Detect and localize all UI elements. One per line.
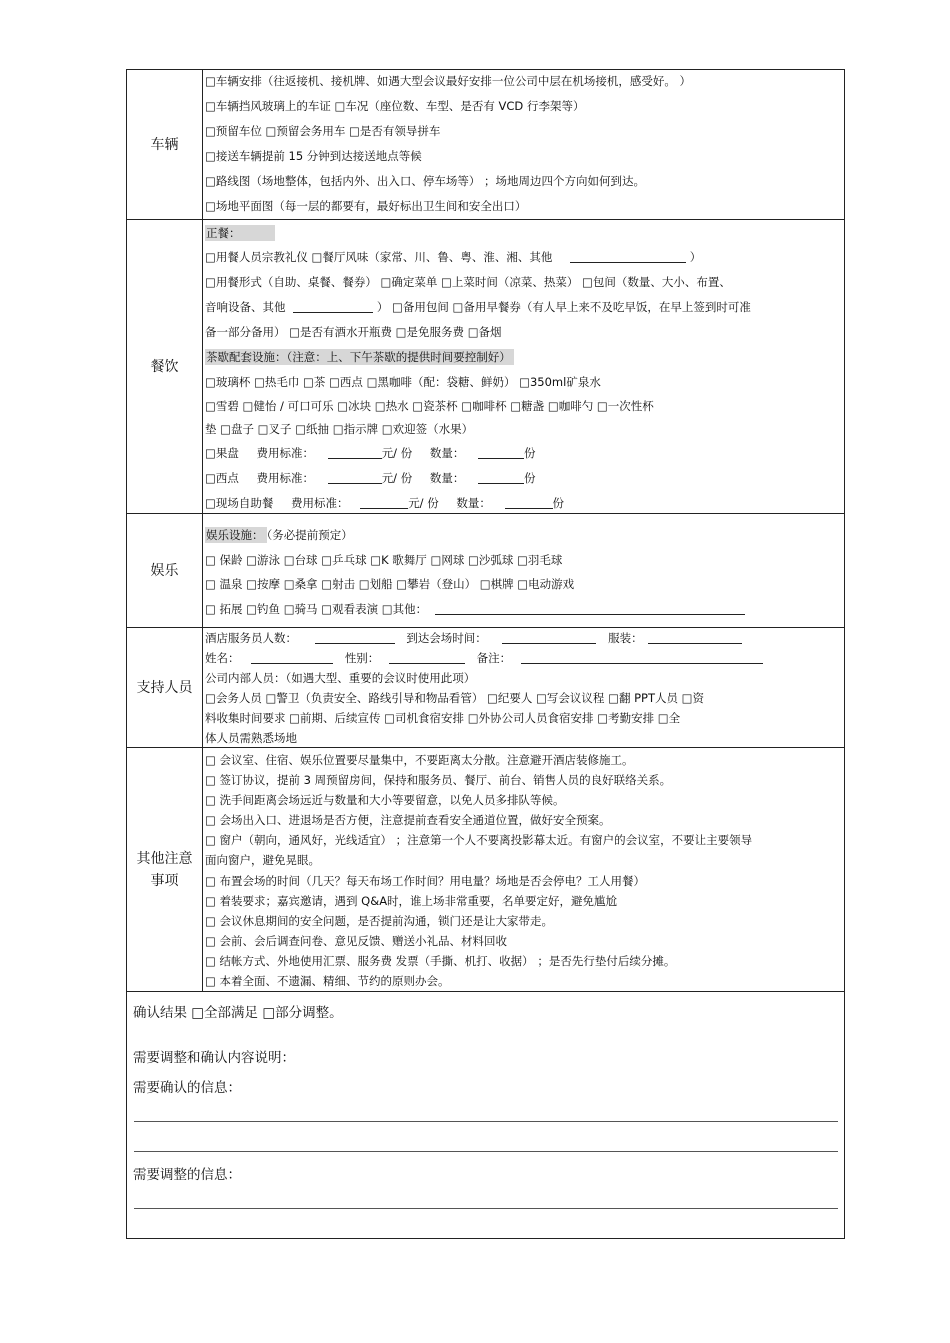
fee-label: 费用标准： (256, 471, 315, 485)
note-item: □ 签订协议，提前 3 周预留房间，保持和服务员、餐厅、前台、销售人员的良好联络关系。 (205, 773, 672, 787)
note-item: □ 本着全面、不遗漏、精细、节约的原则办会。 (205, 974, 450, 988)
confirmation-section (127, 991, 844, 1238)
other-notes-label: 其他注意 事项 (127, 748, 203, 991)
arrival-time-label: 到达会场时间： (406, 631, 487, 645)
fruit-fee-blank[interactable] (328, 447, 382, 459)
entertainment-other-blank[interactable] (435, 603, 745, 615)
entertainment-item: □ 拓展 □钓鱼 □骑马 □观看表演 □其他： (205, 602, 428, 616)
gender-label: 性别： (344, 651, 380, 665)
name-label: 姓名： (205, 651, 240, 665)
support-staff-label: 支持人员 (127, 628, 203, 747)
pastry-qty-blank[interactable] (478, 472, 524, 484)
entertainment-section (127, 513, 844, 627)
note-item: □ 洗手间距离会场远近与数量和大小等要留意，以免人员多排队等候。 (205, 793, 565, 807)
fruit-label: □果盘 (205, 446, 239, 460)
entertainment-checklist (203, 514, 840, 627)
vehicle-item: □接送车辆提前 15 分钟到达接送地点等候 (205, 149, 422, 163)
to-adjust-label: 需要调整的信息： (133, 1167, 241, 1183)
remark-label: 备注： (476, 651, 512, 665)
buffet-fee-row (205, 496, 564, 510)
tea-item: □雪碧 □健怡 / 可口可乐 □冰块 □热水 □瓷茶杯 □咖啡杯 □糖盏 □咖啡勺 □一次性杯 (205, 399, 654, 413)
fee-unit: 元/ 份 (381, 471, 413, 485)
arrival-time-blank[interactable] (502, 632, 596, 644)
meal-item: 音响设备、其他 (205, 300, 286, 314)
contact-row (205, 651, 763, 665)
buffet-qty-blank[interactable] (505, 497, 553, 509)
support-item: 料收集时间要求 □前期、后续宣传 □司机食宿安排 □外协公司人员食宿安排 □考勤安排 □全 (205, 711, 681, 725)
vehicle-item: □预留车位 □预留会务用车 □是否有领导拼车 (205, 124, 441, 138)
note-item: □ 会议室、住宿、娱乐位置要尽量集中，不要距离太分散。注意避开酒店装修施工。 (205, 753, 634, 767)
entertainment-item: □ 保龄 □游泳 □台球 □乒乓球 □K 歌舞厅 □网球 □沙弧球 □羽毛球 (205, 553, 563, 567)
catering-checklist (203, 220, 840, 513)
attire-label: 服装： (608, 631, 643, 645)
confirmation-result: 确认结果 □全部满足 □部分调整。 (133, 1005, 343, 1021)
note-item: □ 会场出入口、进退场是否方便，注意提前查看安全通道位置，做好安全预案。 (205, 813, 611, 827)
name-blank[interactable] (251, 652, 333, 664)
remark-blank[interactable] (521, 652, 763, 664)
catering-label: 餐饮 (127, 220, 203, 513)
meal-item: □用餐人员宗教礼仪 □餐厅风味（家常、川、鲁、粤、淮、湘、其他 (205, 250, 553, 264)
note-item: □ 会议休息期间的安全问题，是否提前沟通，锁门还是让大家带走。 (205, 914, 554, 928)
other-notes-list (203, 748, 840, 991)
fee-unit: 元/ 份 (381, 446, 413, 460)
meal-item: ） □备用包间 □备用早餐券（有人早上来不及吃早饭，在早上签到时可准 (376, 300, 751, 314)
to-confirm-line[interactable] (134, 1151, 838, 1152)
to-confirm-label: 需要确认的信息： (133, 1080, 241, 1096)
other-notes-section (127, 747, 844, 991)
fee-label: 费用标准： (291, 496, 349, 510)
note-item-continued: 面向窗户，避免晃眼。 (205, 853, 320, 867)
qty-label: 数量： (429, 471, 465, 485)
hotel-staff-count-label: 酒店服务员人数： (205, 631, 297, 645)
pastry-fee-blank[interactable] (328, 472, 382, 484)
note-item: □ 结帐方式、外地使用汇票、服务费 发票（手撕、机打、收据） ；是否先行垫付后续分摊。 (205, 954, 676, 968)
support-item: □会务人员 □警卫（负责安全、路线引导和物品看管） □纪要人 □写会议议程 □翻 PPT人员 □资 (205, 691, 705, 705)
vehicle-section (127, 70, 844, 219)
qty-label: 数量： (429, 446, 465, 460)
meal-item: □用餐形式（自助、桌餐、餐券） □确定菜单 □上菜时间（凉菜、热菜） □包间（数量、大小、布置、 (205, 275, 731, 289)
note-item: □ 着装要求；嘉宾邀请，遇到 Q&A时，谁上场非常重要，名单要定好，避免尴尬 (205, 894, 618, 908)
vehicle-item: □场地平面图（每一层的都要有，最好标出卫生间和安全出口） (205, 199, 527, 213)
note-item: □ 窗户（朝向，通风好，光线适宜） ；注意第一个人不要离投影幕太近。有窗户的会议室，不要让主要领导 (205, 833, 753, 847)
hotel-staff-count-blank[interactable] (315, 632, 395, 644)
support-item: 公司内部人员：（如遇大型、重要的会议时使用此项） (205, 671, 476, 685)
buffet-label: □现场自助餐 (205, 496, 274, 510)
support-item: 体人员需熟悉场地 (205, 731, 297, 745)
vehicle-label: 车辆 (127, 70, 203, 219)
meal-heading: 正餐： (205, 225, 275, 241)
entertainment-note: （务必提前预定） (266, 528, 353, 542)
buffet-fee-blank[interactable] (360, 497, 408, 509)
to-adjust-line[interactable] (134, 1208, 838, 1209)
pastry-fee-row (205, 471, 536, 485)
tea-item: 垫 □盘子 □叉子 □纸抽 □指示牌 □欢迎签（水果） (205, 422, 474, 436)
fee-unit: 元/ 份 (408, 496, 439, 510)
tea-break-heading: 茶歇配套设施：（注意：上、下午茶歇的提供时间要控制好） (205, 349, 514, 365)
room-other-blank[interactable] (293, 301, 373, 313)
entertainment-label: 娱乐 (127, 514, 203, 627)
attire-blank[interactable] (648, 632, 742, 644)
vehicle-checklist (203, 70, 840, 219)
vehicle-item: □车辆挡风玻璃上的车证 □车况（座位数、车型、是否有 VCD 行李架等） (205, 99, 585, 113)
support-staff-section (127, 627, 844, 747)
note-item: □ 布置会场的时间（几天？每天布场工作时间？用电量？场地是否会停电？工人用餐） (205, 874, 646, 888)
qty-unit: 份 (552, 496, 565, 510)
explanation-label: 需要调整和确认内容说明： (133, 1050, 295, 1066)
qty-unit: 份 (524, 471, 536, 485)
gender-blank[interactable] (389, 652, 465, 664)
fruit-fee-row (205, 446, 536, 460)
hotel-staff-row (205, 631, 742, 645)
to-confirm-line[interactable] (134, 1121, 838, 1122)
pastry-label: □西点 (205, 471, 239, 485)
cuisine-other-blank[interactable] (570, 251, 686, 263)
entertainment-item: □ 温泉 □按摩 □桑拿 □射击 □划船 □攀岩（登山） □棋牌 □电动游戏 (205, 577, 575, 591)
tea-item: □玻璃杯 □热毛巾 □茶 □西点 □黑咖啡（配：袋糖、鲜奶） □350ml矿泉水 (205, 375, 601, 389)
vehicle-item: □路线图（场地整体，包括内外、出入口、停车场等） ；场地周边四个方向如何到达。 (205, 174, 646, 188)
vehicle-item: □车辆安排（往返接机、接机牌、如遇大型会议最好安排一位公司中层在机场接机，感受好。 ） (205, 74, 692, 88)
catering-section (127, 219, 844, 513)
fee-label: 费用标准： (256, 446, 315, 460)
confirmation-form-table (126, 69, 845, 1239)
entertainment-heading: 娱乐设施： (205, 527, 267, 543)
meal-item-close: ） (689, 250, 702, 264)
meal-item: 备一部分备用） □是否有酒水开瓶费 □是免服务费 □备烟 (205, 325, 502, 339)
qty-unit: 份 (524, 446, 536, 460)
qty-label: 数量： (456, 496, 491, 510)
fruit-qty-blank[interactable] (478, 447, 524, 459)
note-item: □ 会前、会后调查问卷、意见反馈、赠送小礼品、材料回收 (205, 934, 508, 948)
support-staff-fields (203, 628, 840, 747)
